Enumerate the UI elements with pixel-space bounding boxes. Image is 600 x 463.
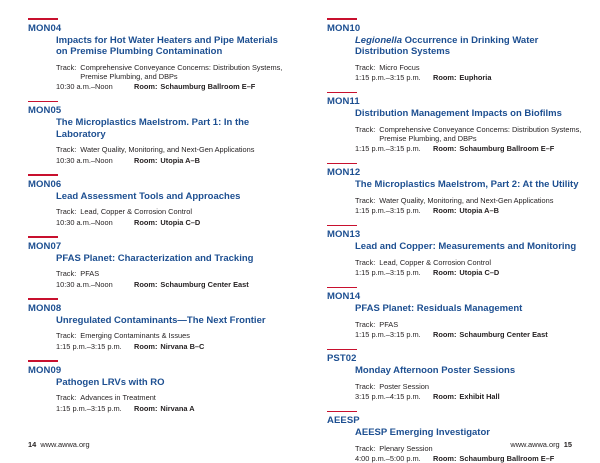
track-label: Track: [355, 195, 376, 205]
page-number-left: 14 [28, 440, 37, 449]
session-code: AEESP [327, 415, 360, 427]
session-entry [327, 92, 589, 154]
session-time: 10:30 a.m.–Noon [56, 279, 113, 289]
track-value: Water Quality, Monitoring, and Next-Gen Applications [379, 195, 554, 205]
session-entry [327, 225, 589, 278]
room-label: Room: [134, 82, 158, 92]
session-title: AEESP Emerging Investigator [355, 427, 490, 439]
track-value: Lead, Copper & Corrosion Control [80, 207, 193, 217]
session-time-room [56, 218, 290, 228]
session-track [355, 196, 589, 205]
session-entry [28, 101, 290, 166]
session-time: 1:15 p.m.–3:15 p.m. [56, 403, 122, 413]
session-track [355, 320, 589, 329]
session-title: Distribution Management Impacts on Biofilms [355, 108, 562, 119]
session-title-rest: Occurrence in Drinking Water Distribution Systems [355, 34, 539, 57]
room-value: Schaumburg Ballroom E–F [459, 454, 555, 463]
session-entry [28, 298, 290, 351]
accent-rule [28, 360, 58, 362]
room-value: Exhibit Hall [459, 392, 500, 402]
session-time-room [355, 454, 589, 463]
session-code: MON04 [28, 22, 62, 34]
session-title: Lead and Copper: Measurements and Monitoring [355, 241, 577, 253]
session-title: Pathogen LRVs with RO [56, 376, 165, 388]
accent-rule [28, 174, 58, 176]
session-entry [28, 174, 290, 227]
room-value: Utopia A–B [459, 206, 499, 216]
session-title: PFAS Planet: Residuals Management [355, 303, 523, 315]
room-label: Room: [134, 403, 158, 413]
accent-rule [327, 163, 357, 165]
session-code: MON07 [28, 240, 62, 252]
session-track [56, 269, 290, 278]
room-label: Room: [134, 341, 158, 351]
session-time-room [56, 82, 290, 92]
session-entry [327, 18, 589, 83]
session-track [56, 63, 290, 82]
track-label: Track: [355, 443, 376, 453]
room-label: Room: [433, 144, 457, 154]
room-value: Nirvana B–C [160, 341, 205, 351]
room-value: Euphoria [459, 72, 492, 82]
session-time-room [56, 404, 290, 414]
session-title-italic: Legionella [355, 34, 402, 46]
room-label: Room: [433, 454, 457, 463]
session-title [355, 35, 589, 58]
footer-right [510, 440, 572, 449]
accent-rule [327, 92, 357, 94]
room-label: Room: [433, 330, 457, 340]
room-value: Schaumburg Center East [160, 279, 249, 289]
session-time: 1:15 p.m.–3:15 p.m. [355, 144, 421, 154]
room-label: Room: [134, 217, 158, 227]
session-title: The Microplastics Maelstrom. Part 1: In the Laboratory [56, 117, 250, 140]
room-value: Schaumburg Ballroom E–F [160, 82, 256, 92]
session-time-room [56, 156, 290, 166]
session-code: MON13 [327, 229, 361, 241]
footer-url-right[interactable]: www.awwa.org [510, 440, 560, 449]
track-label: Track: [56, 269, 77, 279]
session-time-room [56, 342, 290, 352]
track-value: Water Quality, Monitoring, and Next-Gen Applications [80, 145, 255, 155]
session-time: 1:15 p.m.–3:15 p.m. [56, 341, 122, 351]
session-time: 1:15 p.m.–3:15 p.m. [355, 268, 421, 278]
track-label: Track: [355, 381, 376, 391]
session-code: MON14 [327, 291, 361, 303]
track-label: Track: [56, 331, 77, 341]
session-time: 10:30 a.m.–Noon [56, 82, 113, 92]
session-entry [327, 411, 589, 463]
page-number-right: 15 [563, 440, 572, 449]
session-code: MON06 [28, 178, 62, 190]
session-title: Monday Afternoon Poster Sessions [355, 365, 516, 377]
session-time-room [355, 206, 589, 216]
session-time: 4:00 p.m.–5:00 p.m. [355, 454, 421, 463]
session-track [355, 125, 589, 144]
room-label: Room: [433, 72, 457, 82]
room-label: Room: [433, 392, 457, 402]
session-time: 1:15 p.m.–3:15 p.m. [355, 330, 421, 340]
session-time-room [56, 280, 290, 290]
session-code: PST02 [327, 353, 357, 365]
track-value: Plenary Session [379, 443, 433, 453]
session-time: 1:15 p.m.–3:15 p.m. [355, 206, 421, 216]
session-time: 3:15 p.m.–4:15 p.m. [355, 392, 421, 402]
track-value: Micro Focus [379, 62, 420, 72]
session-time: 10:30 a.m.–Noon [56, 155, 113, 165]
session-track [56, 207, 290, 216]
track-label: Track: [355, 62, 376, 72]
track-value: Lead, Copper & Corrosion Control [379, 257, 492, 267]
session-time-room [355, 73, 589, 83]
session-entry [28, 360, 290, 413]
room-label: Room: [134, 279, 158, 289]
accent-rule [327, 18, 357, 20]
room-label: Room: [134, 155, 158, 165]
room-value: Utopia A–B [160, 155, 200, 165]
session-title: Impacts for Hot Water Heaters and Pipe Materials on Premise Plumbing Contamination [56, 34, 278, 57]
track-value: Emerging Contaminants & Issues [80, 331, 190, 341]
session-entry [327, 287, 589, 340]
track-value: Comprehensive Conveyance Concerns: Distribution Systems, Premise Plumbing, and DBPs [379, 124, 582, 143]
session-time-room [355, 330, 589, 340]
session-track [355, 258, 589, 267]
session-time: 1:15 p.m.–3:15 p.m. [355, 72, 421, 82]
room-label: Room: [433, 206, 457, 216]
accent-rule [28, 18, 58, 20]
track-label: Track: [56, 62, 77, 72]
session-code: MON09 [28, 364, 62, 376]
track-label: Track: [355, 319, 376, 329]
track-value: PFAS [80, 269, 100, 279]
track-value: Comprehensive Conveyance Concerns: Distribution Systems, Premise Plumbing, and DBPs [80, 62, 283, 81]
room-label: Room: [433, 268, 457, 278]
track-label: Track: [56, 145, 77, 155]
track-label: Track: [355, 124, 376, 134]
session-entry [327, 349, 589, 402]
room-value: Utopia C–D [459, 268, 500, 278]
accent-rule [28, 298, 58, 300]
footer-url-left[interactable]: www.awwa.org [40, 440, 90, 449]
session-code: MON08 [28, 302, 62, 314]
room-value: Schaumburg Ballroom E–F [459, 144, 555, 154]
room-value: Nirvana A [160, 403, 195, 413]
session-title: Lead Assessment Tools and Approaches [56, 190, 241, 202]
session-entry [28, 236, 290, 289]
session-track [56, 331, 290, 340]
session-entry [327, 163, 589, 216]
room-value: Utopia C–D [160, 217, 201, 227]
track-value: Advances in Treatment [80, 393, 156, 403]
room-value: Schaumburg Center East [459, 330, 548, 340]
session-code: MON10 [327, 22, 361, 34]
accent-rule [28, 236, 58, 238]
session-track [355, 382, 589, 391]
track-value: PFAS [379, 319, 399, 329]
session-track [355, 63, 589, 72]
session-title: The Microplastics Maelstrom, Part 2: At the Utility [355, 179, 579, 191]
accent-rule [327, 225, 357, 227]
session-entry [28, 18, 290, 92]
session-code: MON12 [327, 167, 361, 179]
session-title: PFAS Planet: Characterization and Tracking [56, 252, 254, 264]
accent-rule [327, 411, 357, 413]
footer-left [28, 440, 90, 449]
session-time-room [355, 392, 589, 402]
track-label: Track: [355, 257, 376, 267]
session-title: Unregulated Contaminants—The Next Frontier [56, 314, 266, 326]
session-track [56, 145, 290, 154]
session-time-room [355, 144, 589, 154]
track-label: Track: [56, 207, 77, 217]
accent-rule [327, 287, 357, 289]
track-value: Poster Session [379, 381, 429, 391]
session-code: MON11 [327, 96, 360, 107]
left-column [28, 18, 290, 422]
right-column [327, 18, 589, 463]
accent-rule [327, 349, 357, 351]
session-time: 10:30 a.m.–Noon [56, 217, 113, 227]
session-track [56, 393, 290, 402]
session-time-room [355, 268, 589, 278]
track-label: Track: [56, 393, 77, 403]
accent-rule [28, 101, 58, 103]
session-code: MON05 [28, 105, 62, 117]
